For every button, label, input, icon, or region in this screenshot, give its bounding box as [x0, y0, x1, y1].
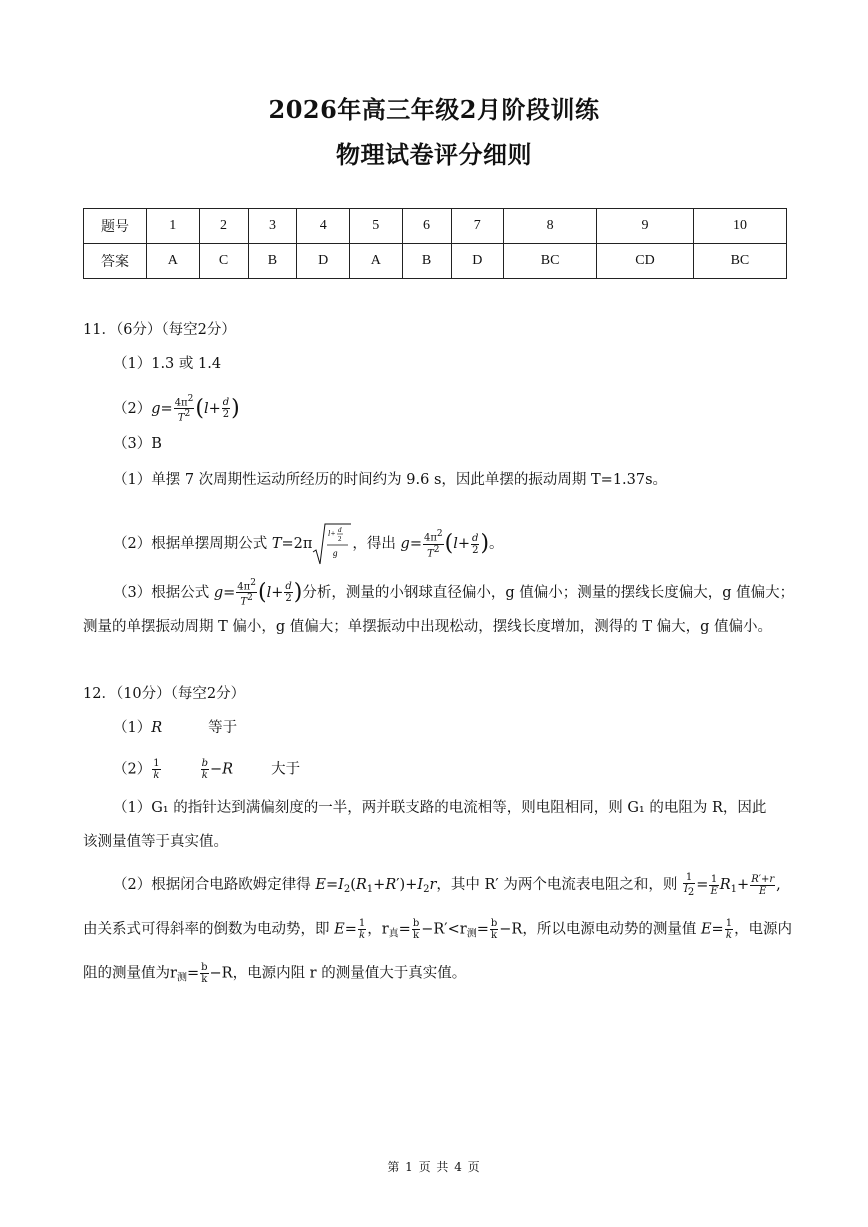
fraction: $\frac{d}{2}$ [285, 581, 292, 605]
fraction: $\frac{4\pi^2}{T^2}$ [174, 394, 194, 424]
q11-explain-3: （3）根据公式 g= $\frac{4\pi^2}{T^2}$ (l+ $\frac{d}{2}$ )分析，测量的小钢球直径偏小，g 值偏小；测量的摆线长度偏大，g 值偏大； [113, 578, 795, 608]
table-cell: 3 [248, 209, 297, 244]
fraction: $\frac{4\pi^2}{T^2}$ [423, 529, 443, 559]
q12-header: 12．（10分）（每空2分） [83, 686, 246, 702]
q11-header: 11．（6分）（每空2分） [83, 322, 236, 338]
table-cell: B [248, 244, 297, 279]
table-cell: 2 [199, 209, 248, 244]
fraction: $\frac{b}{k}$ [412, 918, 420, 941]
q12-answer-1: （1）R 等于 [113, 720, 238, 736]
row-label-number: 题号 [84, 209, 147, 244]
table-cell: 6 [402, 209, 451, 244]
q12-explain-1-cont: 该测量值等于真实值。 [83, 834, 228, 850]
sqrt-expression [312, 522, 352, 566]
page-footer: 第 1 页 共 4 页 [387, 1160, 481, 1174]
table-cell: C [199, 244, 248, 279]
page-title: 2026年高三年级2月阶段训练 [268, 95, 600, 124]
svg-text:2: 2 [338, 535, 342, 543]
table-row-numbers [84, 209, 787, 244]
fraction: $\frac{d}{2}$ [472, 532, 479, 556]
svg-text:d: d [338, 526, 342, 534]
fraction: $\frac{4\pi^2}{T^2}$ [237, 578, 256, 608]
table-cell: 4 [297, 209, 350, 244]
table-cell: CD [597, 244, 694, 279]
svg-text:l+: l+ [328, 529, 337, 538]
q12-explain-2: （2）根据闭合电路欧姆定律得 $E=I_2(R_1+R')+I_2r$，其中 R′ 为两个电流表电阻之和，则 $\frac{1}{I_2}$ = $\frac{1}{E}$ $R_1+$ $\frac{R'+r}{E}$ , [113, 872, 781, 898]
q11-explain-3-cont: 测量的单摆振动周期 T 偏小，g 值偏大；单摆振动中出现松动，摆线长度增加，测得的 T 偏大，g 值偏小。 [83, 619, 773, 635]
fraction: $\frac{1}{k}$ [153, 758, 160, 781]
table-cell: 9 [597, 209, 694, 244]
q12-explain-1: （1）G₁ 的指针达到满偏刻度的一半，两并联支路的电流相等，则电阻相同，则 G₁ 的电阻为 R，因此 [113, 800, 767, 816]
table-row-answers [84, 244, 787, 279]
table-cell: 8 [504, 209, 597, 244]
table-cell: D [451, 244, 504, 279]
row-label-answer: 答案 [84, 244, 147, 279]
q11-explain-2: （2）根据单摆周期公式 T=2π l+ d 2 g ，得出 g= $\frac{4\pi^2}{T^2}$ (l+ $\frac{d}{2}$ )。 [113, 522, 504, 566]
fraction: $\frac{1}{k}$ [358, 918, 366, 941]
q11-answer-1: （1）1.3 或 1.4 [113, 356, 222, 372]
fraction: $\frac{R'+r}{E}$ [751, 873, 775, 897]
fraction: $\frac{1}{E}$ [710, 873, 718, 897]
table-cell: 5 [350, 209, 403, 244]
page-subtitle: 物理试卷评分细则 [336, 140, 532, 169]
q11-answer-2: （2）g= $\frac{4\pi^2}{T^2}$ (l+ $\frac{d}{2}$ ) [113, 394, 240, 424]
table-cell: B [402, 244, 451, 279]
table-cell: 10 [693, 209, 786, 244]
q11-answer-3: （3）B [113, 436, 162, 452]
fraction: $\frac{1}{I_2}$ [683, 872, 695, 898]
table-cell: BC [693, 244, 786, 279]
table-cell: 1 [147, 209, 200, 244]
fraction: $\frac{1}{k}$ [725, 918, 733, 941]
fraction: $\frac{b}{k}$ [201, 758, 209, 781]
fraction: $\frac{b}{k}$ [490, 918, 498, 941]
fraction: $\frac{b}{k}$ [201, 962, 208, 985]
answer-table [83, 208, 787, 279]
table-cell: BC [504, 244, 597, 279]
fraction: $\frac{d}{2}$ [222, 397, 230, 421]
table-cell: D [297, 244, 350, 279]
svg-text:g: g [333, 548, 338, 558]
q12-answer-2: （2） $\frac{1}{k}$ $\frac{b}{k}$ −R 大于 [113, 758, 301, 781]
table-cell: 7 [451, 209, 504, 244]
q11-explain-1: （1）单摆 7 次周期性运动所经历的时间约为 9.6 s，因此单摆的振动周期 T=1.37s。 [113, 472, 668, 488]
q12-explain-2-cont2: 阻的测量值为$r_测=$ $\frac{b}{k}$ −R，电源内阻 r 的测量值大于真实值。 [83, 962, 467, 985]
q12-explain-2-cont: 由关系式可得斜率的倒数为电动势，即 E= $\frac{1}{k}$ ，$r_真=$ $\frac{b}{k}$ $-R'<r_测=$ $\frac{b}{k}$ −R，所以电源电动势的测量值 E= $\frac{1}{k}$ ，电源内 [83, 918, 793, 941]
table-cell: A [147, 244, 200, 279]
table-cell: A [350, 244, 403, 279]
